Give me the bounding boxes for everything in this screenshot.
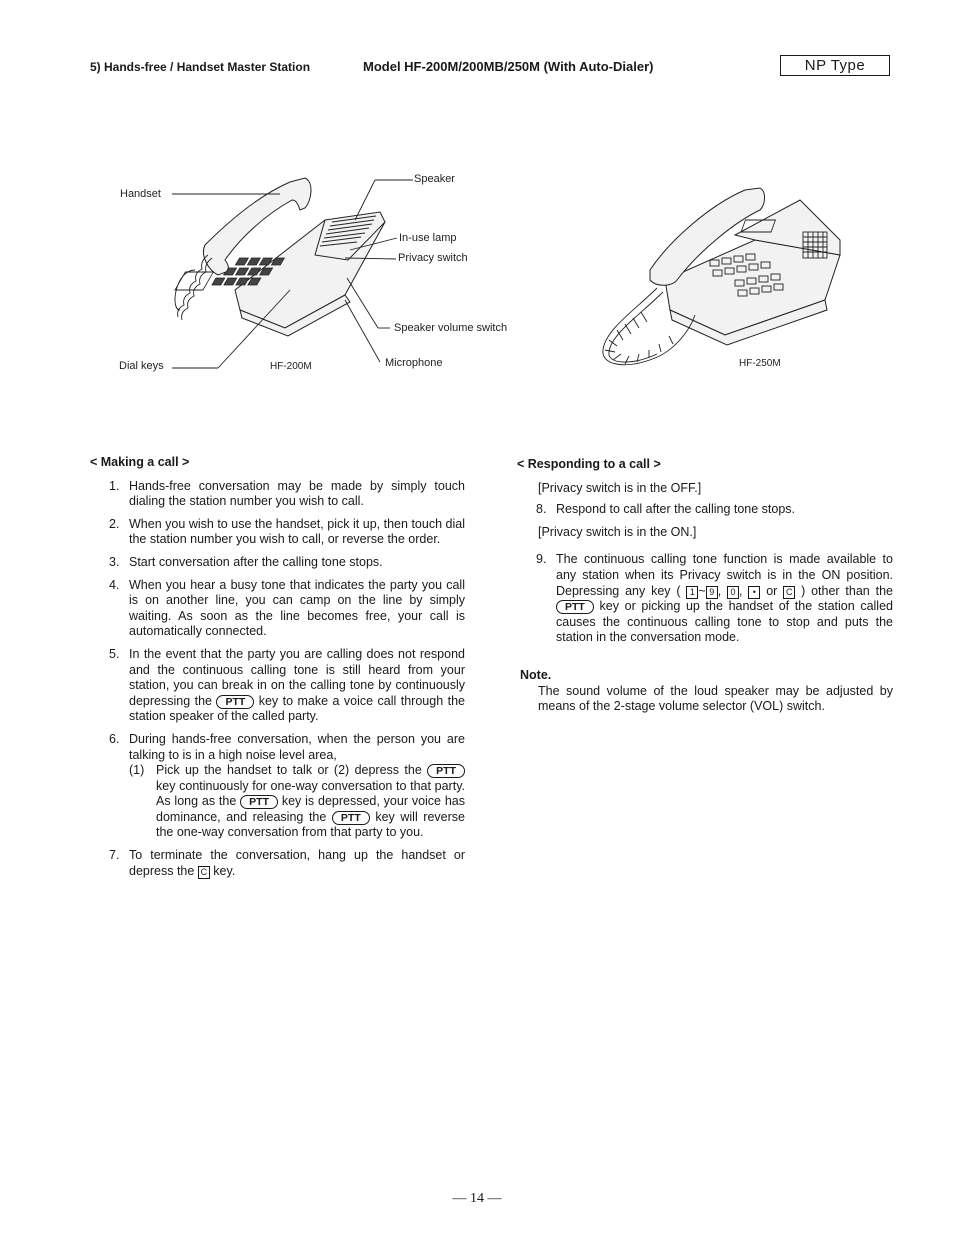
label-privacy-switch: Privacy switch (398, 252, 468, 264)
making-call-item-5 (90, 647, 465, 725)
label-model-hf200m: HF-200M (270, 361, 312, 372)
label-in-use-lamp: In-use lamp (399, 232, 457, 244)
ptt-key-icon: PTT (556, 600, 594, 614)
item-number: 6. (109, 731, 120, 746)
item-text: Respond to call after the calling tone stops. (556, 502, 796, 517)
item-number: 9. (536, 552, 547, 567)
privacy-off-note: [Privacy switch is in the OFF.] (538, 480, 702, 495)
ptt-key-icon: PTT (216, 695, 254, 709)
item-number: 3. (109, 554, 120, 569)
key-0-icon: 0 (727, 586, 739, 599)
item-text: The continuous calling tone function is made available to any station when its Privacy switch is in the ON position. Depressing any key ( (556, 552, 893, 598)
key-1-icon: 1 (686, 586, 698, 599)
key-dot-icon: • (748, 586, 760, 599)
item-text: key will reverse the one-way conversation from that party to you. (156, 809, 465, 840)
item-text: key. (213, 863, 236, 878)
label-speaker: Speaker (414, 173, 455, 185)
item-number: 4. (109, 577, 120, 592)
ptt-key-icon: PTT (240, 795, 278, 809)
item-text: Pick up the handset to talk or (2) depress the (156, 763, 422, 778)
label-speaker-volume-switch: Speaker volume switch (394, 322, 508, 334)
item-text: When you wish to use the handset, pick it up, then touch dial the station number you wish to call, or reverse the order. (129, 516, 465, 547)
item-number: 8. (536, 502, 547, 517)
making-call-item-1 (90, 479, 465, 510)
sub-item-number: (1) (129, 763, 145, 778)
item-text: Hands-free conversation may be made by simply touch dialing the station number you wish to call. (129, 478, 465, 509)
ptt-key-icon: PTT (332, 811, 370, 825)
key-9-icon: 9 (706, 586, 718, 599)
note-title: Note. (520, 667, 552, 682)
item-text: ) other than the (801, 583, 893, 598)
item-text: To terminate the conversation, hang up the handset or depress the (129, 848, 465, 878)
item-number: 1. (109, 478, 120, 493)
item-text: During hands-free conversation, when the person you are talking to is in a high noise level area, (129, 731, 465, 762)
responding-call-item-8 (517, 502, 893, 518)
model-heading: Model HF-200M/200MB/250M (With Auto-Dialer) (363, 59, 654, 74)
page-number: — 14 — (452, 1191, 502, 1206)
section-heading: 5) Hands-free / Handset Master Station (90, 60, 311, 74)
item-text: key continuously for one-way conversation to that party. As long as the (156, 778, 465, 809)
item-text: key is depressed, your voice has dominance, and releasing the (156, 794, 465, 824)
item-text: In the event that the party you are calling does not respond and the continuous calling tone is still heard from your station, you can break in on the calling tone by continuously depressing the (129, 646, 465, 708)
item-number: 7. (109, 848, 120, 863)
label-microphone: Microphone (385, 357, 443, 369)
tilde: ~ (698, 583, 706, 598)
making-call-item-2 (90, 517, 465, 548)
item-number: 5. (109, 646, 120, 661)
hf200m-illustration (100, 160, 540, 380)
label-model-hf250m: HF-250M (739, 358, 781, 369)
sub-item (129, 763, 465, 841)
making-call-item-3 (90, 555, 465, 571)
ptt-key-icon: PTT (427, 764, 465, 778)
c-key-icon: C (198, 866, 210, 879)
item-text: key to make a voice call through the station speaker of the called party. (129, 693, 465, 724)
label-dial-keys: Dial keys (119, 360, 164, 372)
type-box: NP Type (780, 55, 890, 76)
c-key-icon: C (783, 586, 795, 599)
responding-call-title: < Responding to a call > (517, 457, 661, 471)
making-call-item-4 (90, 578, 465, 640)
responding-call-section (517, 457, 893, 715)
or-text: or (766, 583, 778, 598)
label-handset: Handset (120, 188, 161, 200)
making-call-item-7 (90, 848, 465, 879)
item-text: When you hear a busy tone that indicates the party you call is on another line, you can camp on the line by simply waiting. As soon as the line becomes free, your call is automatically connected. (129, 577, 465, 639)
responding-call-item-9: 9. The continuous calling tone function is made available to any station when its Privacy switch is in the ON position. Depressing any key ( 1 ~ 9 , 0 , • or C ) other than the PTT key or picking up the handset of the station called causes the continuous calling tone to stop and puts the station in the conversation mode. (536, 552, 893, 645)
hf250m-illustration (595, 180, 855, 375)
note-body: The sound volume of the loud speaker may be adjusted by means of the 2-stage volume selector (VOL) switch. (538, 683, 893, 714)
item-text: key or picking up the handset of the station called causes the continuous calling tone to stop and puts the station in the conversation mode. (556, 599, 893, 645)
making-call-title: < Making a call > (90, 455, 190, 469)
making-call-section (90, 455, 465, 886)
making-call-item-6 (90, 732, 465, 841)
item-number: 2. (109, 516, 120, 531)
privacy-on-note: [Privacy switch is in the ON.] (538, 524, 697, 539)
item-text: Start conversation after the calling tone stops. (129, 554, 383, 569)
